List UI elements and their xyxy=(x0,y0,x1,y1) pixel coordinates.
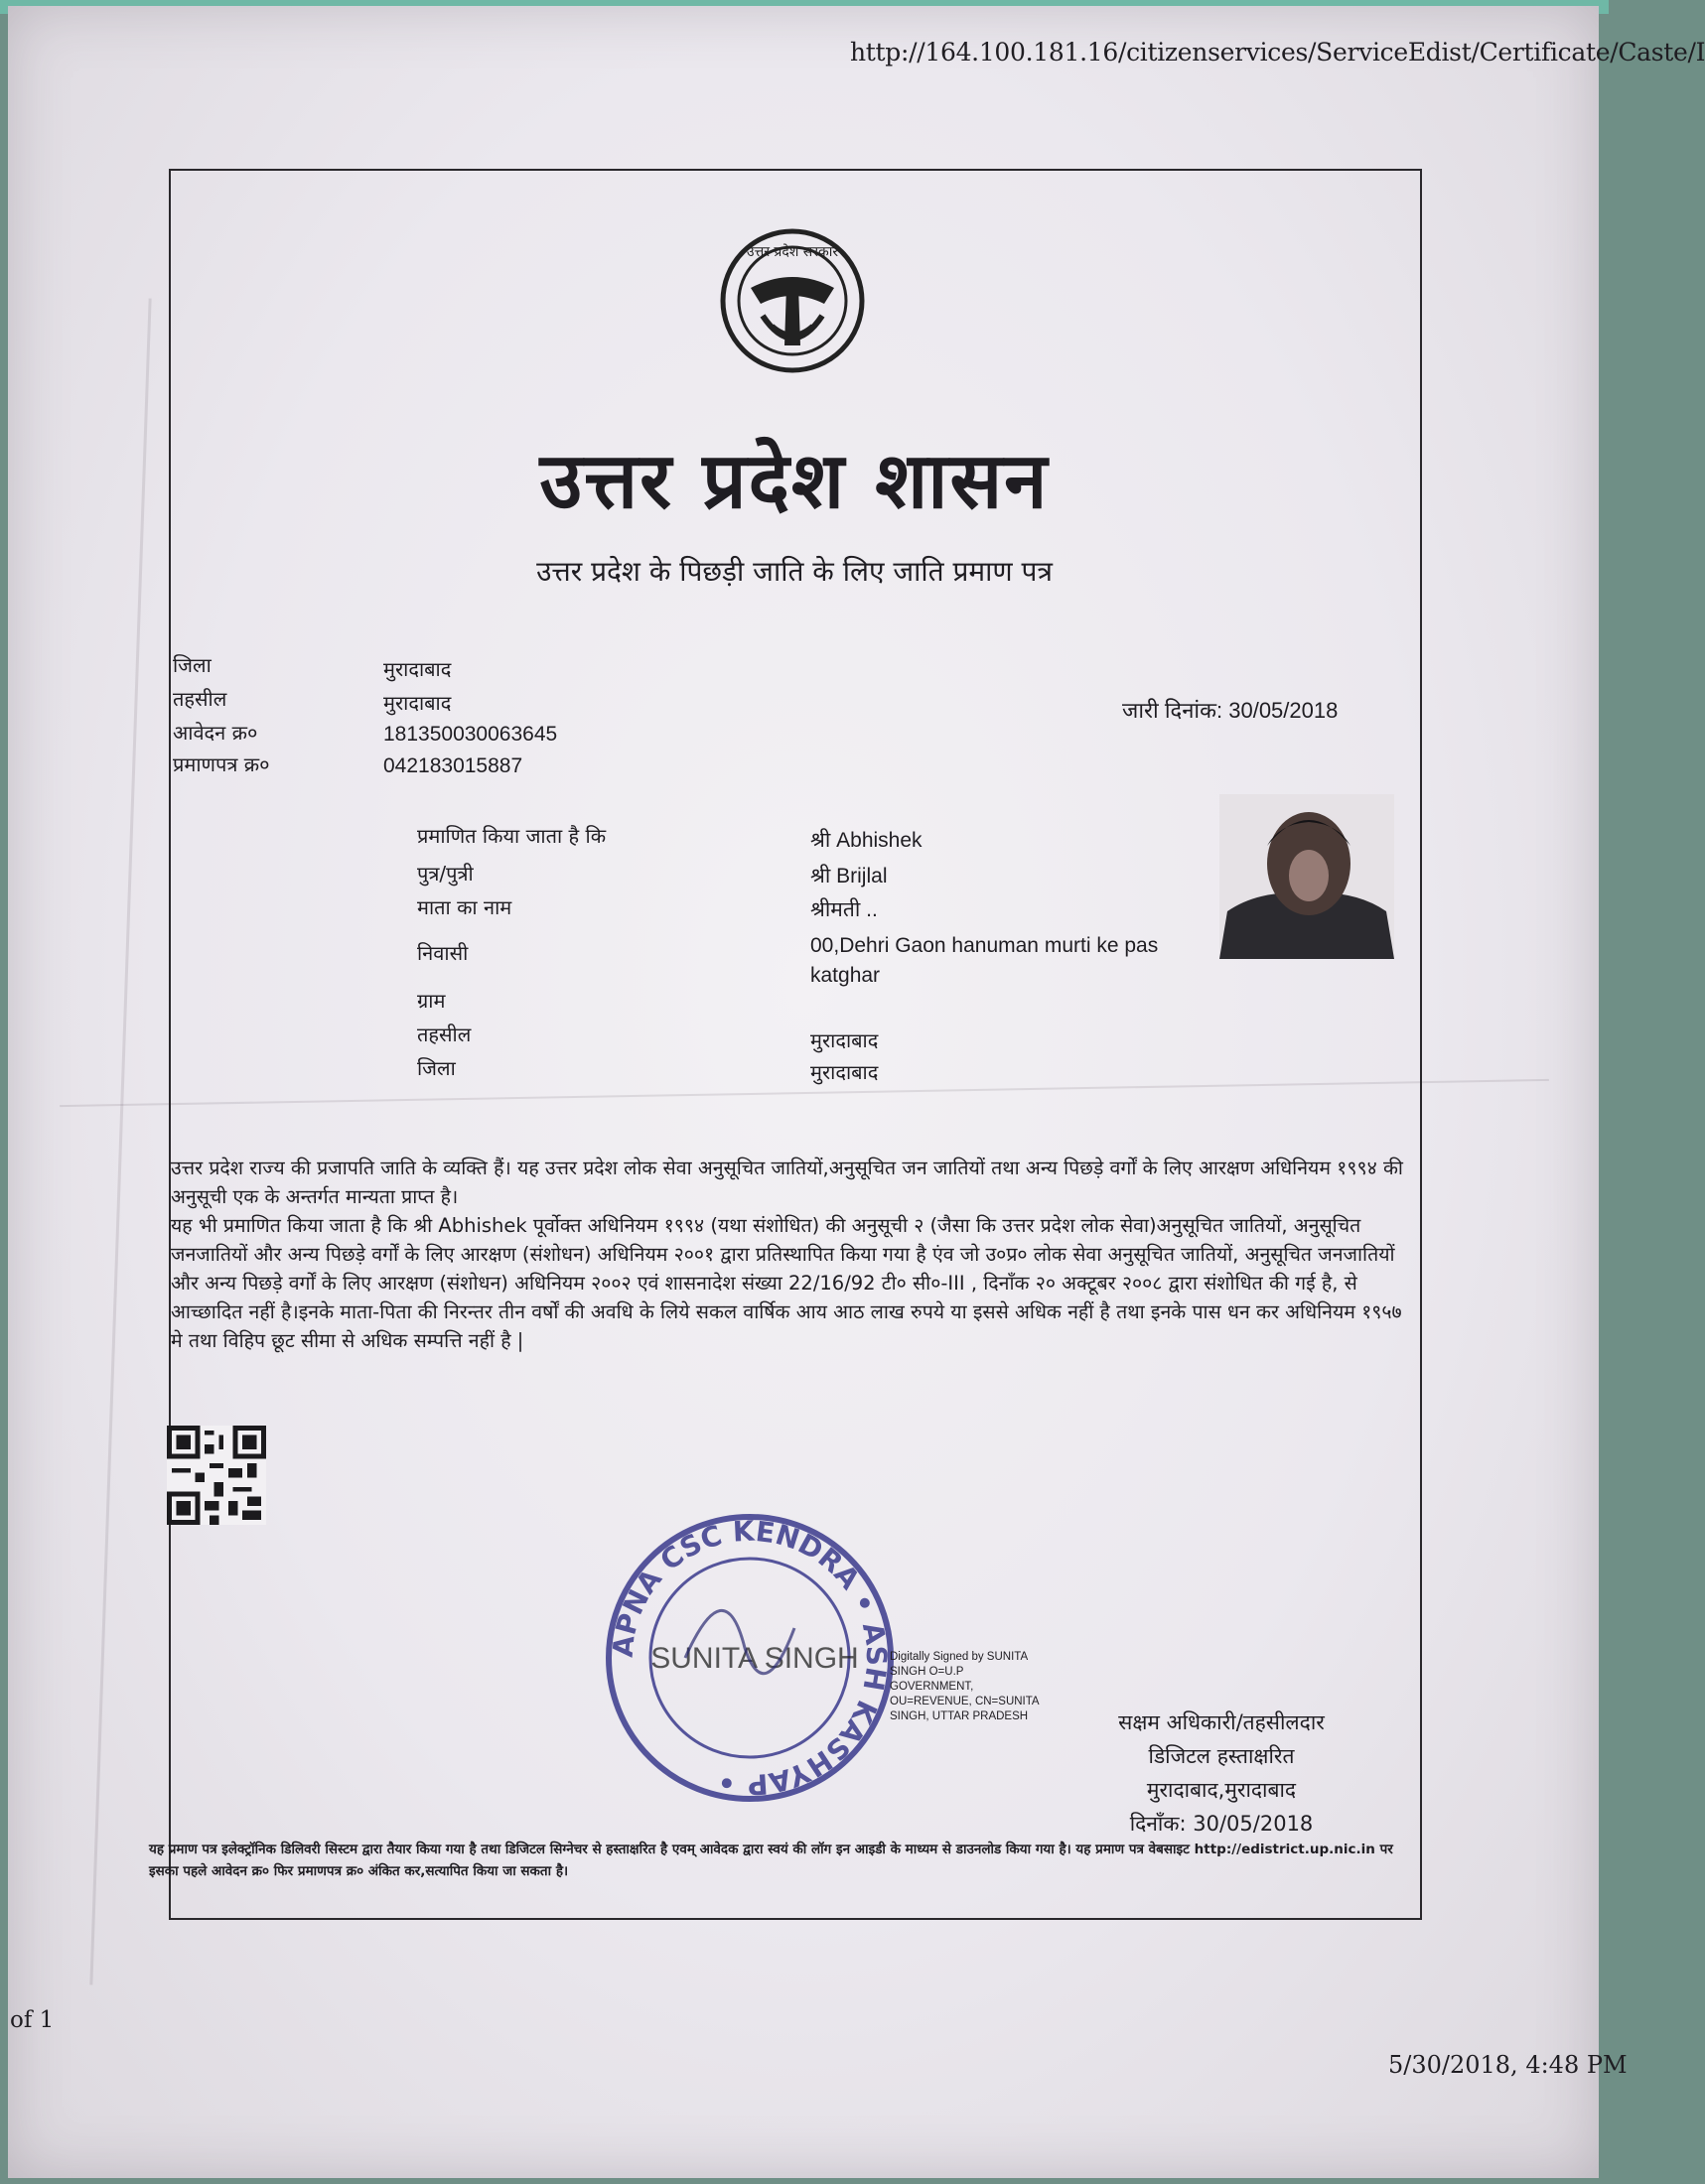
detail-value: श्री Brijlal xyxy=(810,865,888,887)
tehsil-value: मुरादाबाद xyxy=(383,691,452,715)
application-number: 181350030063645 xyxy=(383,723,558,746)
seal-signature-text: SUNITA SINGH xyxy=(650,1642,859,1675)
authority-place: मुरादाबाद,मुरादाबाद xyxy=(1146,1778,1297,1802)
emblem-text: उत्तर प्रदेश सरकार xyxy=(746,244,839,260)
up-emblem-icon xyxy=(713,226,872,375)
detail-value: मुरादाबाद xyxy=(810,1028,879,1052)
detail-label: निवासी xyxy=(417,941,469,965)
print-url: http://164.100.181.16/citizenservices/ServiceEdist/Certificate/Caste/I xyxy=(850,38,1705,67)
detail-label: जिला xyxy=(417,1056,456,1080)
page-count: of 1 xyxy=(10,2007,55,2033)
detail-label: तहसील xyxy=(417,1023,472,1046)
signing-authority xyxy=(1072,1706,1370,1841)
qr-code-icon xyxy=(165,1426,268,1525)
authority-sign-type: डिजिटल हस्ताक्षरित xyxy=(1148,1744,1295,1768)
application-label: आवेदन क्र० xyxy=(173,721,258,745)
tehsil-label: तहसील xyxy=(173,687,227,711)
detail-label: पुत्र/पुत्री xyxy=(417,862,474,886)
print-timestamp: 5/30/2018, 4:48 PM xyxy=(1388,2051,1628,2079)
certificate-title: उत्तर प्रदेश के पिछड़ी जाति के लिए जाति प्रमाण पत्र xyxy=(536,555,1053,588)
detail-value: श्री Abhishek xyxy=(810,829,923,852)
government-title: उत्तर प्रदेश शासन xyxy=(539,437,1050,526)
detail-label: प्रमाणित किया जाता है कि xyxy=(417,824,607,848)
certificate-label: प्रमाणपत्र क्र० xyxy=(173,752,270,776)
district-label: जिला xyxy=(173,653,212,677)
authority-date: दिनाँक: 30/05/2018 xyxy=(1129,1812,1314,1836)
detail-value: 00,Dehri Gaon hanuman murti ke pas katghar xyxy=(810,934,1159,987)
district-value: मुरादाबाद xyxy=(383,657,452,681)
body-paragraph-2: यह भी प्रमाणित किया जाता है कि श्री Abhishek पूर्वोक्त अधिनियम १९९४ (यथा संशोधित) की अनुसूची २ (जैसा कि उत्तर प्रदेश लोक सेवा)अनुसूचित जातियों, अनुसूचित जनजातियों और अन्य पिछड़े वर्गों के लिए आरक्षण (संशोधन) अधिनियम २००१ द्वारा प्रतिस्थापित किया गया है एंव जो उ०प्र० लोक सेवा अनुसूचित जातियों, अनुसूचित जनजातियों और अन्य पिछड़े वर्गों के लिए आरक्षण (संशोधन) अधिनियम २००२ एवं शासनादेश संख्या 22/16/92 टी० सी०-III , दिनाँक २० अक्टूबर २००८ द्वारा संशोधित की गई है, से आच्छादित नहीं है।इनके माता-पिता की निरन्तर तीन वर्षों की अवधि के लिये सकल वार्षिक आय आठ लाख रुपये या इससे अधिक नहीं है तथा इनके पास धन कर अधिनियम १९५७ मे तथा विहिप छूट सीमा से अधिक सम्पत्ति नहीं है | xyxy=(171,1214,1402,1352)
certificate-number: 042183015887 xyxy=(383,754,523,777)
certificate-footer-note: यह प्रमाण पत्र इलेक्ट्रॉनिक डिलिवरी सिस्टम द्वारा तैयार किया गया है तथा डिजिटल सिग्नेचर से हस्ताक्षरित है एवम् आवेदक द्वारा स्वयं की लॉग इन आइडी के माध्यम से डाउनलोड किया गया है। यह प्रमाण पत्र वेबसाइट http://edistrict.up.nic.in पर इसका पहले आवेदन क्र० फिर प्रमाणपत्र क्र० अंकित कर,सत्यापित किया जा सकता है। xyxy=(149,1842,1393,1879)
applicant-photo xyxy=(1219,794,1394,959)
seal-ring-text: APNA CSC KENDRA • ASH KASHYAP • xyxy=(606,1514,894,1802)
digital-signature-info: Digitally Signed by SUNITA SINGH O=U.P GOVERNMENT, OU=REVENUE, CN=SUNITA SINGH, UTTAR PRADESH xyxy=(890,1651,1039,1722)
authority-designation: सक्षम अधिकारी/तहसीलदार xyxy=(1118,1710,1325,1734)
official-seal-stamp xyxy=(596,1509,904,1807)
detail-value: मुरादाबाद xyxy=(810,1060,879,1084)
detail-label: माता का नाम xyxy=(417,895,512,919)
body-paragraph-1: उत्तर प्रदेश राज्य की प्रजापति जाति के व्यक्ति हैं। यह उत्तर प्रदेश लोक सेवा अनुसूचित जातियों,अनुसूचित जन जातियों तथा अन्य पिछड़े वर्गों के लिए आरक्षण अधिनियम १९९४ की अनुसूची एक के अन्तर्गत मान्यता प्राप्त है। xyxy=(171,1157,1403,1208)
issue-date: जारी दिनांक: 30/05/2018 xyxy=(1122,698,1339,723)
detail-label: ग्राम xyxy=(417,989,446,1013)
certificate-body xyxy=(171,1154,1410,1355)
detail-value: श्रीमती .. xyxy=(810,898,878,921)
